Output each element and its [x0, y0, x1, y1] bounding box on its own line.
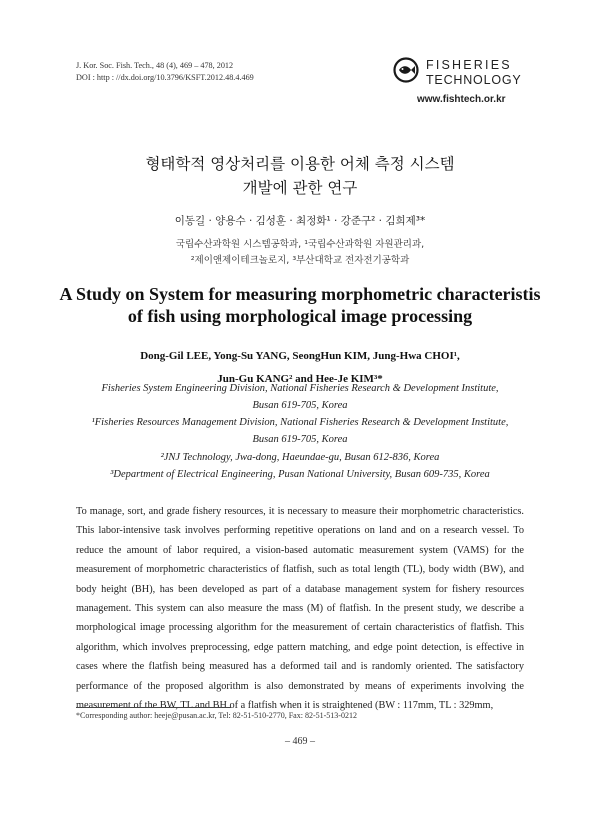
journal-logo — [393, 54, 533, 109]
citation-line-2: DOI : http : //dx.doi.org/10.3796/KSFT.2012.48.4.469 — [76, 73, 254, 82]
korean-title-line-2: 개발에 관한 연구 — [242, 179, 358, 197]
english-affiliation-line: Busan 619-705, Korea — [252, 434, 348, 445]
korean-affiliation-line-1: 국립수산과학원 시스템공학과, ¹국립수산과학원 자원관리과, — [175, 239, 425, 250]
page-number: – 469 – — [285, 736, 315, 747]
korean-authors: 이동길 · 양용수 · 김성훈 · 최정화¹ · 강준구² · 김희제³* — [174, 215, 426, 227]
english-affiliation-line: ¹Fisheries Resources Management Division, National Fisheries Research & Development Institute, — [91, 417, 509, 428]
footnote-divider — [76, 707, 231, 708]
korean-affiliation-line-2: ²제이앤제이테크놀로지, ³부산대학교 전자전기공학과 — [190, 255, 410, 266]
journal-citation — [76, 60, 254, 84]
english-affiliation-line: ³Department of Electrical Engineering, Pusan National University, Busan 609-735, Korea — [110, 469, 490, 480]
citation-line-1: J. Kor. Soc. Fish. Tech., 48 (4), 469 – 478, 2012 — [76, 61, 234, 70]
english-title-line-1: A Study on System for measuring morphometric characteristis — [59, 284, 541, 304]
logo-text-fisheries: FISHERIES — [426, 58, 512, 72]
english-affiliation-line: Fisheries System Engineering Division, National Fisheries Research & Development Institute, — [101, 383, 499, 394]
logo-text-technology: TECHNOLOGY — [426, 73, 522, 87]
journal-url[interactable]: www.fishtech.or.kr — [417, 94, 506, 105]
abstract-paragraph: To manage, sort, and grade fishery resources, it is necessary to measure their morphometric characteristics. This labor-intensive task involves performing repetitive operations on land and on a research vessel. To reduce the amount of labor required, a vision-based automatic measurement system (VAMS) for the measurement of morphometric characteristics of flatfish, such as total length (TL), body width (BW), and body height (BH), has been developed as part of a database management system for fishery resources management. This system can also measure the mass (M) of flatfish. In the present study, we describe a morphological image processing algorithm for the measurement of certain characteristics of flatfish. This algorithm, which involves preprocessing, edge pattern matching, and edge point detection, is effective in cases where the flatfish being measured has a deformed tail and is randomly oriented. The satisfactory performance of the proposed algorithm is also demonstrated by means of experiments involving the measurement of the BW, TL and BH of a flatfish when it is straightened (BW : 117mm, TL : 329mm, — [76, 506, 524, 712]
korean-title-line-1: 형태학적 영상처리를 이용한 어체 측정 시스템 — [145, 155, 455, 173]
fish-logo-icon — [393, 57, 419, 83]
english-title-line-2: of fish using morphological image processing — [127, 306, 473, 326]
english-affiliation-line: Busan 619-705, Korea — [252, 400, 348, 411]
corresponding-author-footnote: *Corresponding author: heeje@pusan.ac.kr, Tel: 82-51-510-2770, Fax: 82-51-513-0212 — [76, 711, 357, 720]
english-authors-line-2: Jun-Gu KANG² and Hee-Je KIM³* — [217, 373, 383, 385]
english-affiliation-line: ²JNJ Technology, Jwa-dong, Haeundae-gu, Busan 612-836, Korea — [160, 452, 440, 463]
english-authors-line-1: Dong-Gil LEE, Yong-Su YANG, SeongHun KIM, Jung-Hwa CHOI¹, — [140, 350, 460, 362]
